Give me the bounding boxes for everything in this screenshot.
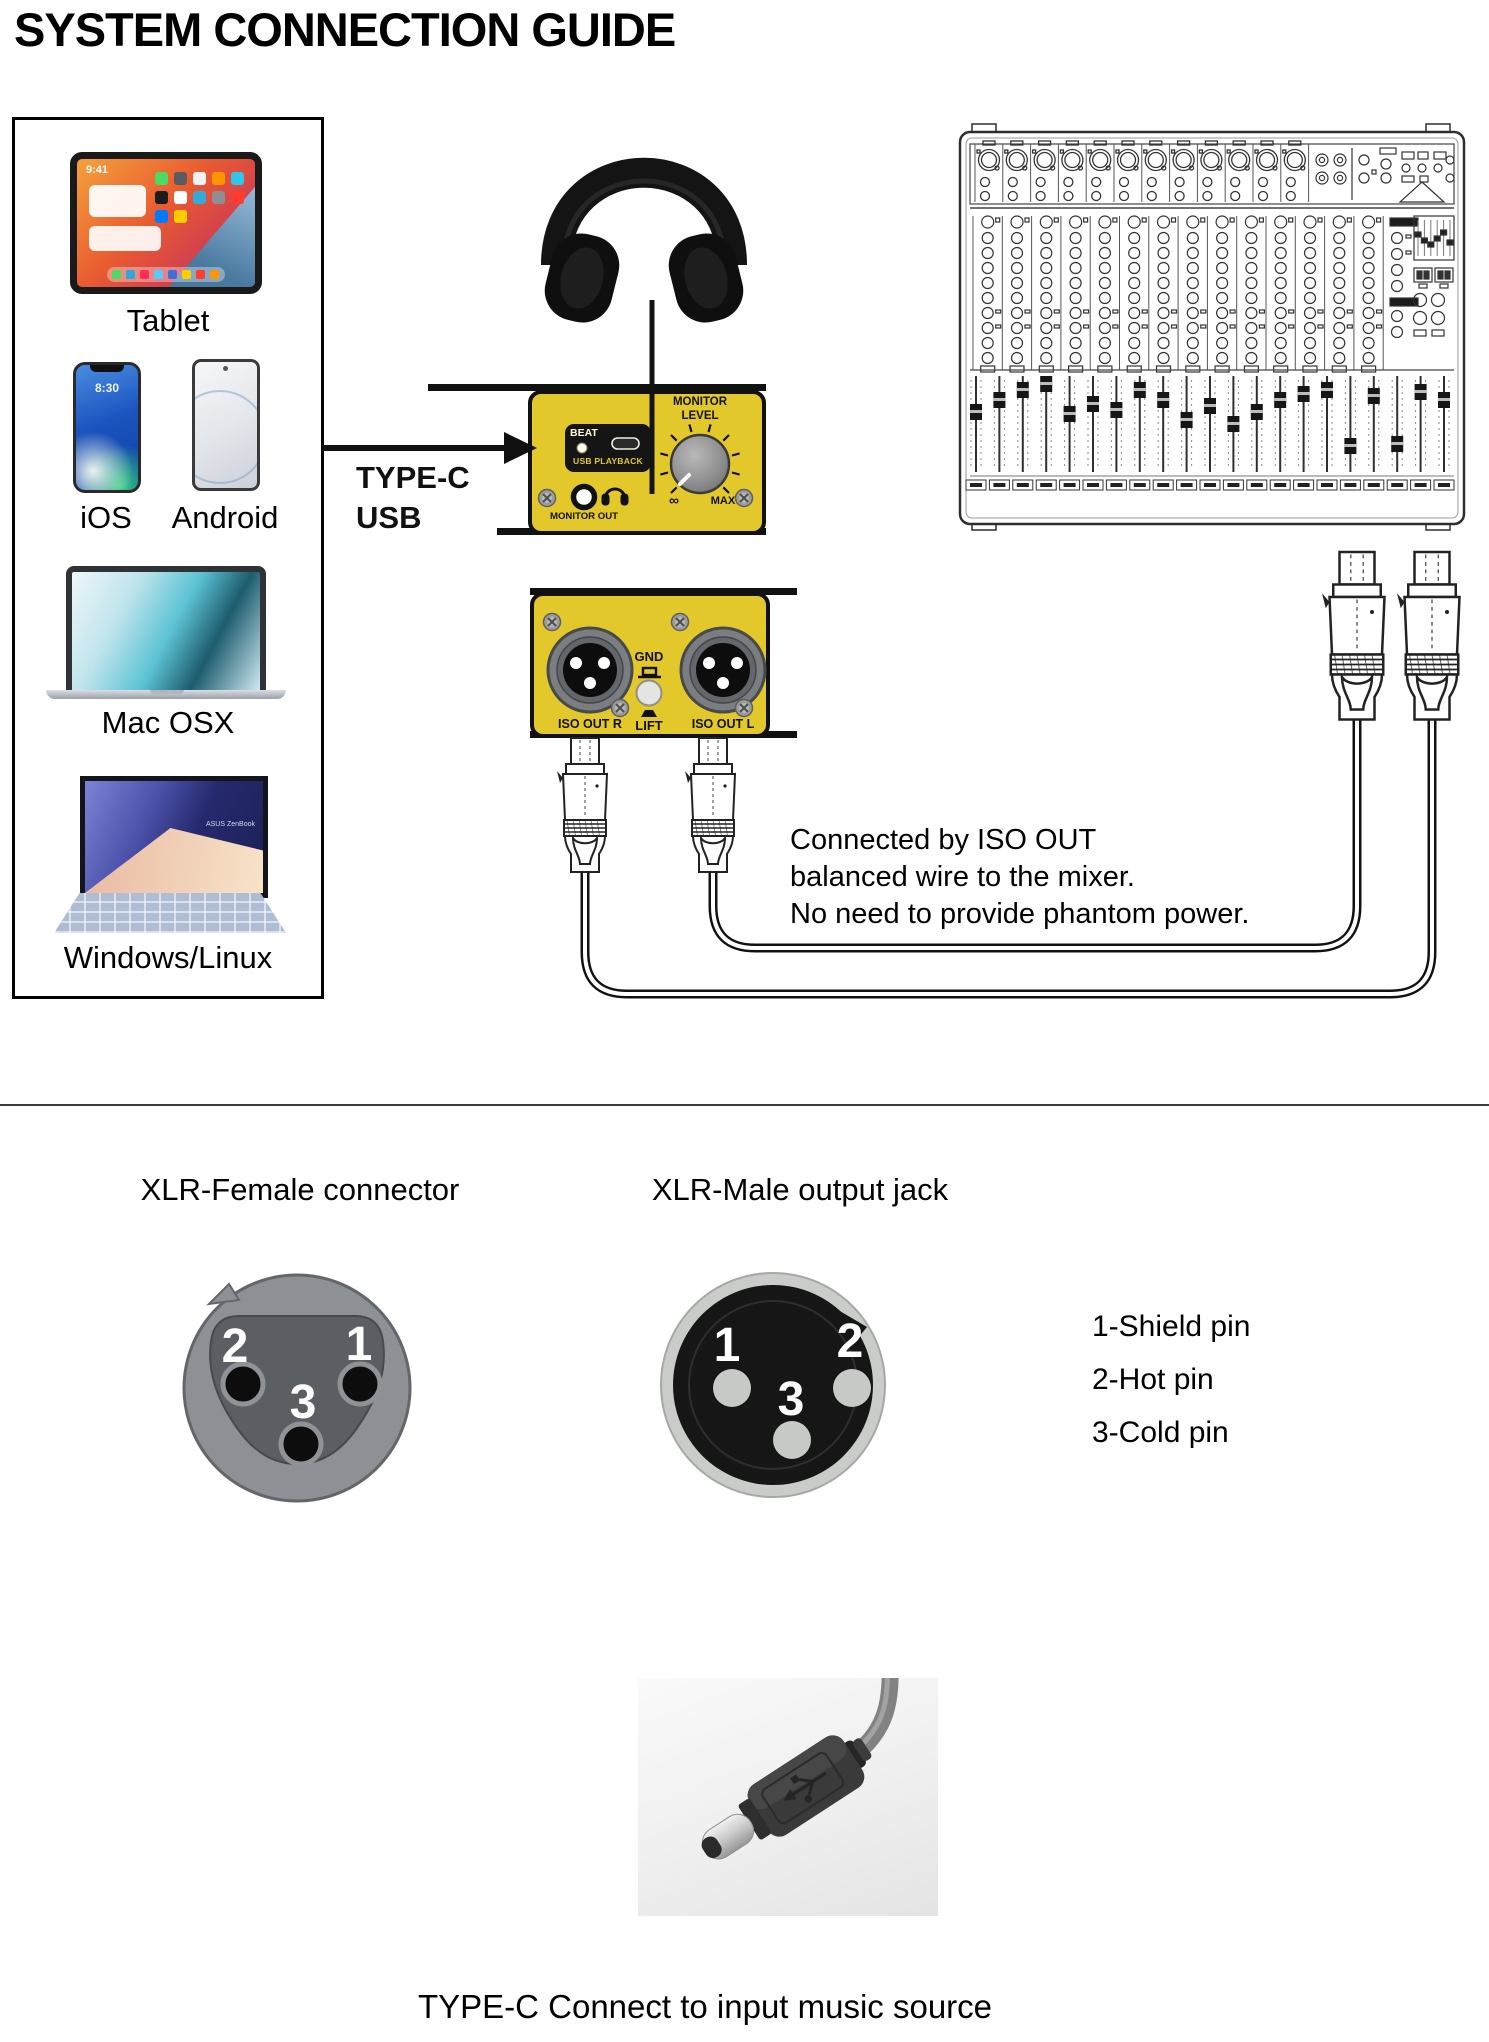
male-pin2	[833, 1369, 871, 1407]
iphone-clock: 8:30	[94, 381, 120, 395]
screw-icon	[544, 614, 561, 631]
male-pin2-label: 2	[836, 1315, 864, 1368]
mac-label: Mac OSX	[101, 705, 235, 740]
ios-label: iOS	[80, 500, 132, 535]
monitor-level-label-2: LEVEL	[681, 410, 719, 422]
legend-cold-pin: 3-Cold pin	[1092, 1416, 1229, 1449]
monitor-level-label-1: MONITOR	[672, 396, 728, 408]
tablet-clock: 9:41	[86, 164, 109, 176]
headphones-image	[524, 100, 764, 325]
female-pin2-label: 2	[221, 1320, 249, 1373]
xlr-connector-l	[681, 628, 765, 712]
monitor-out-jack	[574, 487, 595, 508]
typec-usb-label-1: TYPE-C	[356, 460, 470, 495]
android-camera-dot	[223, 366, 228, 371]
tablet-label: Tablet	[126, 303, 210, 338]
zenbook-keyboard	[54, 893, 286, 933]
tablet-dock	[107, 267, 224, 282]
mixer-note	[790, 822, 1249, 933]
android-label: Android	[171, 500, 279, 535]
knob-max-label: MAX	[710, 495, 736, 507]
screw-icon	[539, 490, 556, 507]
note-line-1: Connected by ISO OUT	[790, 824, 1097, 856]
xlr-female-diagram	[167, 1258, 427, 1518]
zenbook-wallpaper-wedge	[85, 781, 263, 893]
usb-typec-photo	[638, 1678, 938, 1916]
typec-usb-label-2: USB	[356, 500, 422, 535]
male-pin3	[773, 1421, 811, 1459]
zenbook-brand-text: ASUS ZenBook	[205, 821, 255, 829]
android-image	[192, 359, 260, 491]
tablet-widget	[89, 185, 146, 217]
screw-icon	[672, 614, 689, 631]
female-pin3-hole	[281, 1424, 321, 1464]
lift-label: LIFT	[635, 718, 663, 733]
tablet-app-icons	[155, 172, 251, 233]
page-title: SYSTEM CONNECTION GUIDE	[14, 3, 676, 56]
female-pin3-label: 3	[289, 1376, 317, 1429]
legend-shield-pin: 1-Shield pin	[1092, 1310, 1251, 1343]
xlr-cable-plug-mixer-left	[1322, 552, 1385, 720]
screw-icon	[736, 700, 753, 717]
iphone-notch	[90, 365, 124, 372]
macbook-base-notch	[150, 690, 184, 694]
xlr-male-diagram	[643, 1255, 903, 1515]
beat-led	[577, 443, 587, 453]
male-pin1	[713, 1369, 751, 1407]
xlr-male-title: XLR-Male output jack	[651, 1172, 949, 1207]
tablet-widget	[89, 226, 160, 252]
footer-caption: TYPE-C Connect to input music source	[417, 1988, 993, 2025]
android-wallpaper-curve	[192, 390, 260, 484]
male-pin3-label: 3	[777, 1373, 805, 1426]
tablet-image	[70, 152, 262, 294]
iso-out-l-label: ISO OUT L	[691, 717, 755, 731]
xlr-female-title: XLR-Female connector	[140, 1172, 460, 1207]
xlr-cable-plug-r	[557, 738, 607, 872]
female-pin1-label: 1	[345, 1318, 373, 1371]
monitor-out-label: MONITOR OUT	[549, 511, 619, 522]
xlr-cable-plug-mixer-right	[1397, 552, 1460, 720]
beat-label: BEAT	[570, 427, 598, 439]
iso-out-r-label: ISO OUT R	[558, 717, 622, 731]
legend-hot-pin: 2-Hot pin	[1092, 1363, 1214, 1396]
typec-cable	[322, 445, 505, 451]
mixer-illustration	[956, 120, 1468, 536]
iphone-wallpaper-blob	[76, 415, 138, 490]
pin-legend	[1092, 1300, 1250, 1459]
zenbook-image	[80, 776, 268, 898]
usb-converter-device	[528, 390, 766, 535]
macbook-image	[66, 566, 266, 690]
note-line-3: No need to provide phantom power.	[790, 898, 1250, 930]
usb-playback-label: USB PLAYBACK	[573, 456, 643, 466]
gnd-lift-button[interactable]	[637, 681, 662, 706]
iso-out-box	[530, 592, 770, 738]
gnd-label: GND	[634, 649, 664, 664]
screw-icon	[736, 490, 753, 507]
male-pin1-label: 1	[713, 1319, 741, 1372]
note-line-2: balanced wire to the mixer.	[790, 861, 1135, 893]
usb-c-port	[612, 438, 639, 449]
xlr-cable-plug-l	[685, 738, 735, 872]
knob-min-label: ∞	[669, 492, 679, 508]
section-divider	[0, 1104, 1489, 1106]
iphone-image	[73, 362, 141, 493]
windows-label: Windows/Linux	[63, 940, 273, 975]
screw-icon	[612, 700, 629, 717]
